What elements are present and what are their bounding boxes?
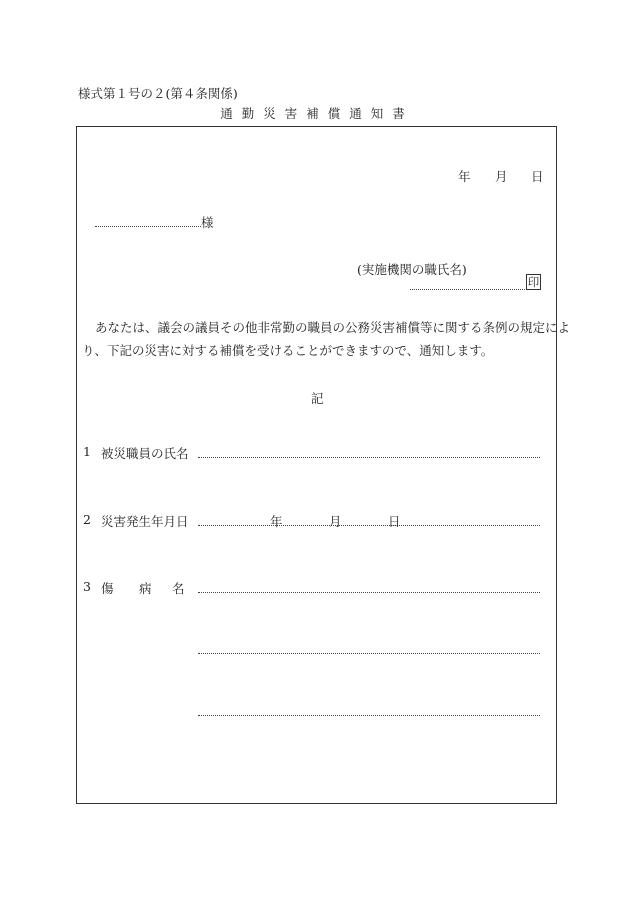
- victim-name-blank[interactable]: [198, 457, 540, 458]
- injury-name-blank-2[interactable]: [198, 653, 540, 654]
- seal-stamp: 印: [527, 275, 540, 289]
- date-month-label: 月: [495, 169, 508, 184]
- issuer-label: (実施機関の職氏名): [357, 262, 467, 277]
- accident-date-blank[interactable]: [198, 525, 540, 526]
- item-3-label-char-1: 傷: [101, 581, 114, 596]
- item-1-label: 被災職員の氏名: [101, 446, 189, 461]
- body-text-line-1: あなたは、議会の議員その他非常勤の職員の公務災害補償等に関する条例の規定によ: [95, 320, 571, 335]
- item-2-number: 2: [83, 512, 91, 527]
- item-3-label-char-2: 病: [139, 581, 152, 596]
- form-code-label: 様式第１号の２(第４条関係): [78, 86, 238, 101]
- issuer-name-blank[interactable]: [410, 289, 539, 290]
- body-text-line-2: り、下記の災害に対する補償を受けることができますので、通知します。: [82, 343, 494, 358]
- injury-name-blank-1[interactable]: [198, 592, 540, 593]
- date-year-label: 年: [458, 169, 471, 184]
- document-title: 通勤災害補償通知書: [220, 106, 414, 121]
- ki-heading: 記: [311, 391, 324, 406]
- accident-day-label: 日: [388, 514, 401, 529]
- item-2-label: 災害発生年月日: [101, 514, 189, 529]
- item-3-number: 3: [83, 579, 91, 594]
- item-1-number: 1: [83, 444, 91, 459]
- addressee-honorific: 様: [201, 215, 214, 230]
- item-3-label-char-3: 名: [172, 581, 185, 596]
- accident-year-label: 年: [270, 514, 283, 529]
- accident-month-label: 月: [329, 514, 342, 529]
- form-frame: [76, 126, 571, 804]
- injury-name-blank-3[interactable]: [198, 715, 540, 716]
- date-day-label: 日: [531, 169, 544, 184]
- addressee-name-blank[interactable]: [95, 226, 201, 227]
